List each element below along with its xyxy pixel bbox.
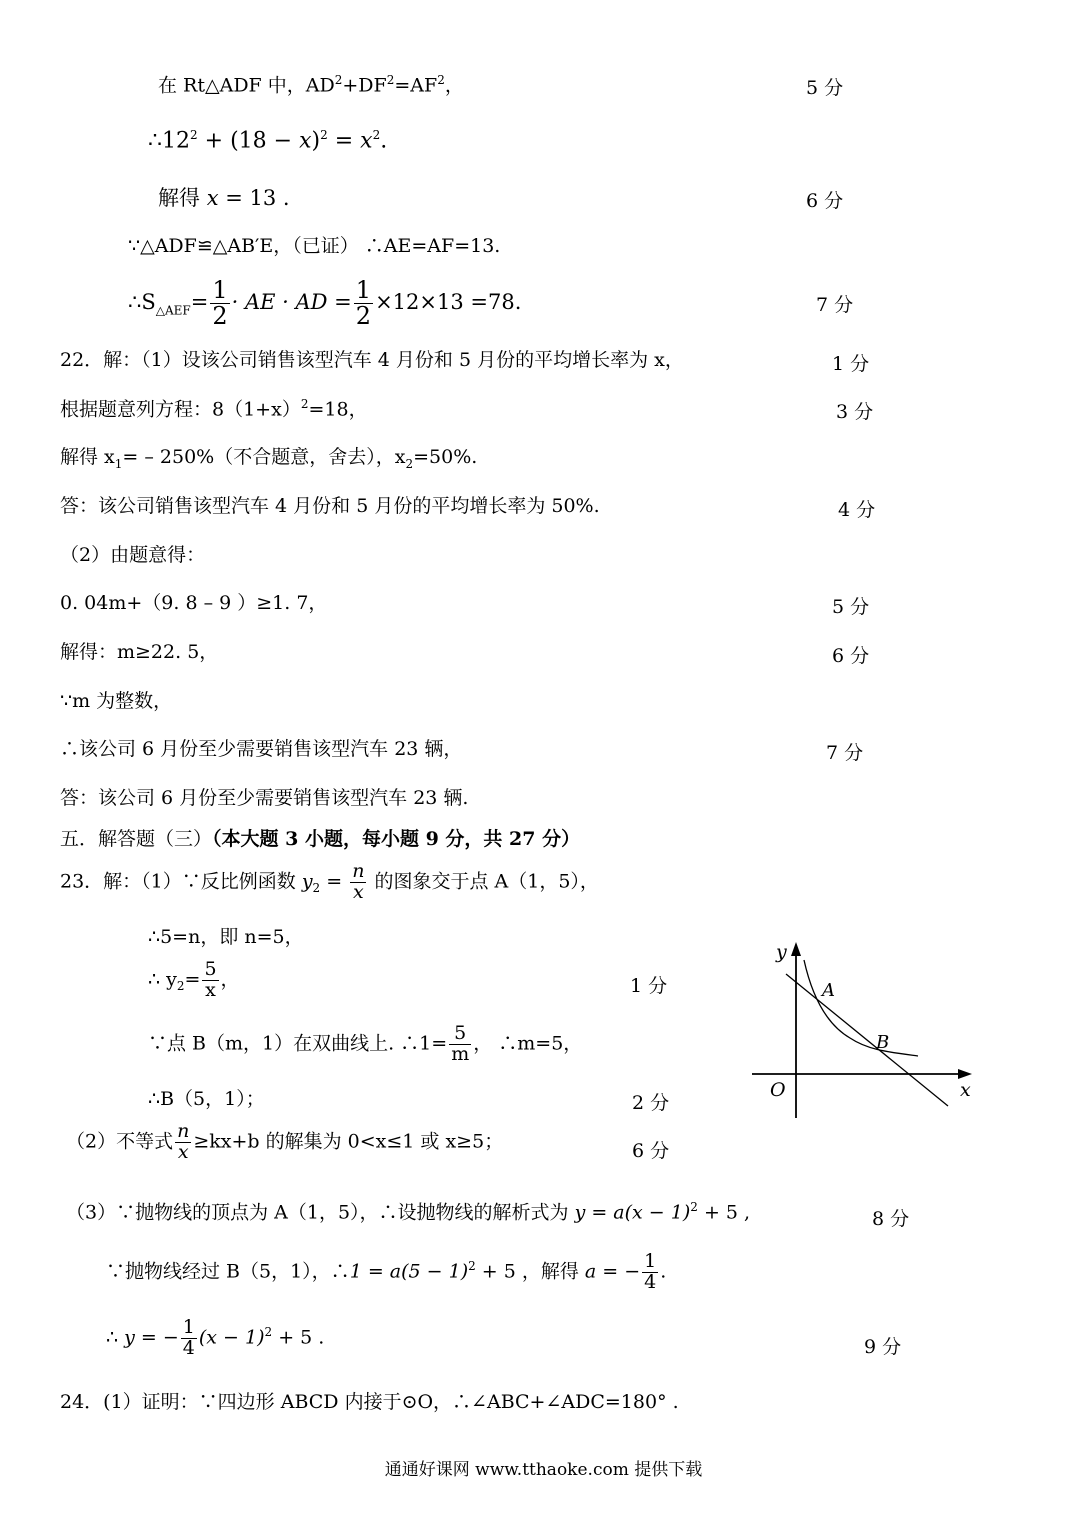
q23-line-8: ∵抛物线经过 B（5，1），∴1 = $a(5 - 1)^2 + 5$ ，解得 a = − $\frac{1}{4}$ . — [106, 1250, 667, 1293]
q23-line-2: ∴5=n，即 n=5， — [148, 926, 304, 948]
q23-score-6: 6 分 — [632, 1140, 670, 1162]
x-axis-arrow — [958, 1069, 972, 1079]
q24-line-1: 24．(1）证明：∵四边形 ABCD 内接于⊙O，∴∠ABC+∠ADC=180° . — [60, 1391, 679, 1413]
line-rt-adf: 在 Rt△ADF 中，$AD^2+DF^2=AF^2$， — [158, 73, 464, 97]
footer-download-note: 通通好课网 www.tthaoke.com 提供下载 — [384, 1460, 703, 1480]
q22-line-9: ∴该公司 6 月份至少需要销售该型汽车 23 辆， — [60, 738, 463, 760]
function-graph — [750, 940, 980, 1120]
section-5-heading: 五．解答题（三）（本大题 3 小题，每小题 9 分，共 27 分） — [60, 828, 581, 850]
q23-line-5: ∴B（5，1）； — [148, 1088, 265, 1110]
q23-score-8: 8 分 — [872, 1208, 910, 1230]
point-a-label: A — [822, 980, 835, 1001]
q22-score-1: 1 分 — [832, 353, 870, 375]
q22-line-4: 答：该公司销售该型汽车 4 月份和 5 月份的平均增长率为 50%. — [60, 495, 600, 517]
q23-score-2: 2 分 — [632, 1092, 670, 1114]
q23-line-6: （2）不等式 $\frac{n}{x}$ ≥kx+b 的解集为 0<x≤1 或 x≥5； — [66, 1120, 504, 1163]
q22-line-3: 解得 $x_1= - 250\%$（不合题意，舍去），$x_2=50\%$. — [60, 446, 478, 471]
line-congruent: ∵△ADF≌△AB′E，（已证） ∴AE=AF=13. — [128, 235, 501, 257]
q22-score-2: 3 分 — [836, 401, 874, 423]
line-equation: $\therefore 12^2 + (18 - x)^2 = x^2$. — [148, 128, 388, 154]
line-solve-x: 解得 x = 13 . — [158, 186, 290, 210]
x-axis-label: x — [960, 1079, 971, 1101]
q23-score-1: 1 分 — [630, 975, 668, 997]
line-area: $\therefore S_{\triangle AEF}=$ $\frac{1}{2}$ · AE · AD = $\frac{1}{2}$ ×12×13 =78. — [128, 276, 522, 331]
hyperbola-curve — [804, 960, 918, 1056]
score-6: 6 分 — [806, 190, 844, 212]
q23-line-4: ∵点 B（m，1）在双曲线上. ∴1= $\frac{5}{m}$ ， ∴m=5， — [148, 1022, 583, 1065]
y-axis-arrow — [791, 942, 801, 956]
linear-function-line — [786, 974, 948, 1106]
point-b-label: B — [876, 1032, 890, 1053]
q22-line-5: （2）由题意得： — [60, 544, 206, 566]
score-7: 7 分 — [816, 294, 854, 316]
q23-line-9: ∴ y = − $\frac{1}{4}$ $(x - 1)^2 + 5$ . — [106, 1316, 325, 1359]
origin-label: O — [770, 1079, 786, 1101]
q22-score-7: 6 分 — [832, 645, 870, 667]
q22-line-1: 22．解：（1）设该公司销售该型汽车 4 月份和 5 月份的平均增长率为 x， — [60, 349, 684, 371]
q22-line-6: 0. 04m+（9. 8 – 9 ）≥1. 7， — [60, 592, 328, 614]
q23-line-1: 23．解：（1）∵反比例函数 $y_2$ = $\frac{n}{x}$ 的图象交于点 A（1，5）， — [60, 860, 599, 903]
q23-line-3: ∴ $y_2=$ $\frac{5}{x}$ ， — [148, 958, 240, 1001]
q22-line-2: 根据题意列方程：$8(1+x)^2=18$， — [60, 397, 368, 421]
q22-line-10: 答：该公司 6 月份至少需要销售该型汽车 23 辆. — [60, 787, 469, 809]
q22-line-8: ∵m 为整数， — [60, 690, 173, 712]
q22-score-9: 7 分 — [826, 742, 864, 764]
q22-score-6: 5 分 — [832, 596, 870, 618]
q22-score-4: 4 分 — [838, 499, 876, 521]
score-5: 5 分 — [806, 77, 844, 99]
q23-line-7: （3）∵抛物线的顶点为 A（1，5），∴设抛物线的解析式为 $y = a(x - 1)^2 + 5$ , — [66, 1200, 751, 1224]
q23-score-9: 9 分 — [864, 1336, 902, 1358]
y-axis-label: y — [776, 941, 787, 963]
q22-line-7: 解得：m≥22. 5， — [60, 641, 219, 663]
